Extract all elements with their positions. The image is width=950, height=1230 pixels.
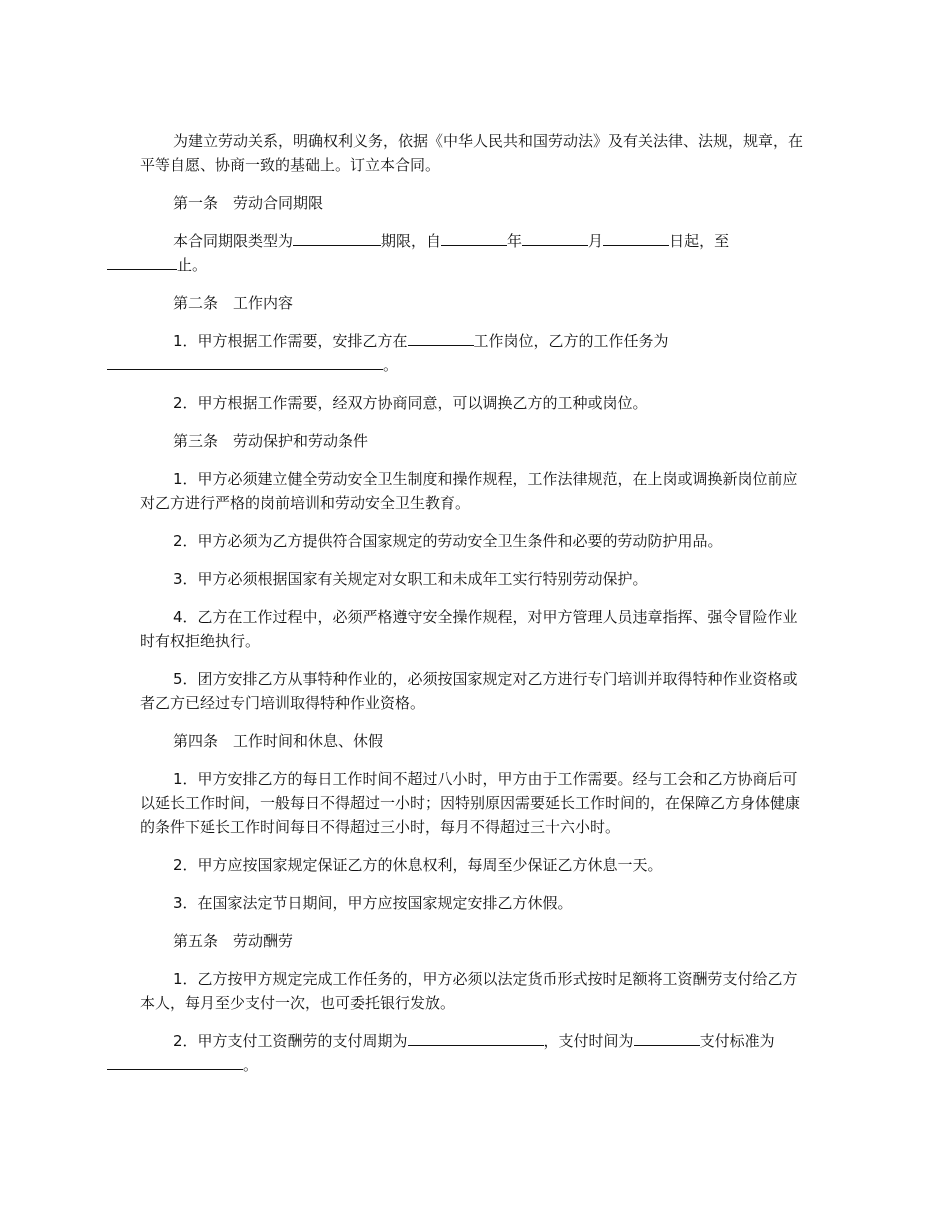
article-3-item-1: 1．甲方必须建立健全劳动安全卫生制度和操作规程，工作法律规范，在上岗或调换新岗位前应对乙方进行严格的岗前培训和劳动安全卫生教育。 <box>140 470 798 512</box>
text-segment: 日起，至 <box>669 232 730 250</box>
article-3-item-2: 2．甲方必须为乙方提供符合国家规定的劳动安全卫生条件和必要的劳动防护用品。 <box>173 532 723 550</box>
article-1-title: 第一条 劳动合同期限 <box>173 194 324 212</box>
intro-paragraph: 为建立劳动关系，明确权利义务，依据《中华人民共和国劳动法》及有关法律、法规，规章，在平等自愿、协商一致的基础上。订立本合同。 <box>140 132 804 174</box>
article-3-title: 第三条 劳动保护和劳动条件 <box>173 432 369 450</box>
article-5-item-1: 1．乙方按甲方规定完成工作任务的，甲方必须以法定货币形式按时足额将工资酬劳支付给乙方本人，每月至少支付一次，也可委托银行发放。 <box>140 970 798 1012</box>
article-2-title: 第二条 工作内容 <box>173 294 294 312</box>
article-3-item-3: 3．甲方必须根据国家有关规定对女职工和未成年工实行特别劳动保护。 <box>173 570 648 588</box>
article-1-term-paragraph <box>140 229 812 277</box>
blank-work-task <box>107 354 383 370</box>
blank-start-month <box>522 230 588 246</box>
blank-position <box>408 330 474 346</box>
text-segment: 支付标准为 <box>699 1032 775 1050</box>
blank-end-date <box>107 254 177 270</box>
article-4-item-3: 3．在国家法定节日期间，甲方应按国家规定安排乙方休假。 <box>173 894 573 912</box>
text-segment: 工作岗位，乙方的工作任务为 <box>473 332 669 350</box>
blank-pay-cycle <box>408 1030 544 1046</box>
blank-pay-time <box>634 1030 700 1046</box>
text-segment: 本合同期限类型为 <box>173 232 294 250</box>
text-segment: ，支付时间为 <box>543 1032 634 1050</box>
text-segment: 年 <box>507 232 523 250</box>
text-segment: 止。 <box>177 256 208 274</box>
blank-pay-standard <box>107 1054 243 1070</box>
article-2-item-1 <box>140 329 812 377</box>
article-3-item-4: 4．乙方在工作过程中，必须严格遵守安全操作规程，对甲方管理人员违章指挥、强令冒险作业时有权拒绝执行。 <box>140 608 798 650</box>
blank-start-year <box>441 230 507 246</box>
text-segment: 2．甲方支付工资酬劳的支付周期为 <box>173 1032 408 1050</box>
article-5-title: 第五条 劳动酬劳 <box>173 932 294 950</box>
text-segment: 1．甲方根据工作需要，安排乙方在 <box>173 332 408 350</box>
blank-start-day <box>603 230 669 246</box>
article-2-item-2: 2．甲方根据工作需要，经双方协商同意，可以调换乙方的工种或岗位。 <box>173 394 648 412</box>
text-segment: 期限，自 <box>381 232 442 250</box>
contract-body <box>140 129 812 1091</box>
article-4-title: 第四条 工作时间和休息、休假 <box>173 732 384 750</box>
text-segment: 。 <box>243 1056 259 1074</box>
article-4-item-2: 2．甲方应按国家规定保证乙方的休息权利，每周至少保证乙方休息一天。 <box>173 856 663 874</box>
article-3-item-5: 5．团方安排乙方从事特种作业的，必须按国家规定对乙方进行专门培训并取得特种作业资格或者乙方已经过专门培训取得特种作业资格。 <box>140 670 798 712</box>
text-segment: 月 <box>588 232 604 250</box>
text-segment: 。 <box>383 356 399 374</box>
article-5-item-2 <box>140 1029 812 1077</box>
blank-term-type <box>293 230 381 246</box>
article-4-item-1: 1．甲方安排乙方的每日工作时间不超过八小时，甲方由于工作需要。经与工会和乙方协商后可以延长工作时间，一般每日不得超过一小时；因特别原因需要延长工作时间的，在保障乙方身体健康的条件下延长工作时间每日不得超过三小时，每月不得超过三十六小时。 <box>140 770 801 836</box>
